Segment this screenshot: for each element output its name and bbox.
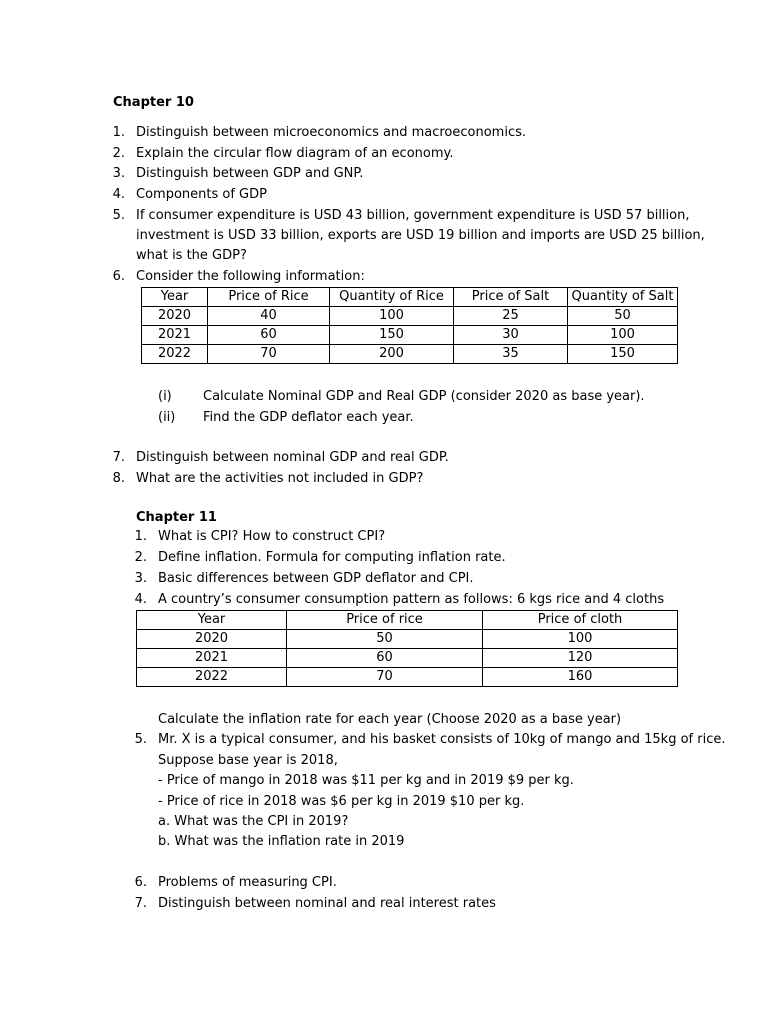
table-row	[137, 668, 678, 687]
table-cell: 2021	[142, 326, 208, 345]
table-cell: 100	[330, 307, 454, 326]
table-header: Year	[142, 288, 208, 307]
table-cell: 70	[287, 668, 483, 687]
table-cell: 50	[287, 630, 483, 649]
ch10-item-5-num: 5.	[112, 208, 125, 223]
ch10-item-6: Consider the following information:	[136, 269, 365, 284]
table-cell: 2022	[142, 345, 208, 364]
ch11-item-7-num: 7.	[134, 896, 147, 911]
ch10-item-7: Distinguish between nominal GDP and real GDP.	[136, 450, 449, 465]
ch10-item-5-line2: investment is USD 33 billion, exports are USD 19 billion and imports are USD 25 billion,	[136, 228, 705, 243]
ch10-item-1-num: 1.	[112, 125, 125, 140]
table-header: Price of Salt	[454, 288, 568, 307]
cpi-table	[136, 610, 678, 687]
ch11-item-1: What is CPI? How to construct CPI?	[158, 529, 386, 544]
table-cell: 30	[454, 326, 568, 345]
table-header: Price of Rice	[208, 288, 330, 307]
ch10-item-8: What are the activities not included in GDP?	[136, 471, 424, 486]
ch11-item-3: Basic differences between GDP deflator and CPI.	[158, 571, 474, 586]
ch11-item-6: Problems of measuring CPI.	[158, 875, 337, 890]
table-cell: 70	[208, 345, 330, 364]
table-cell: 100	[568, 326, 678, 345]
table-cell: 100	[483, 630, 678, 649]
table-cell: 50	[568, 307, 678, 326]
ch10-item-4: Components of GDP	[136, 187, 267, 202]
table-row	[137, 630, 678, 649]
table-cell: 150	[330, 326, 454, 345]
ch10-sub-i-num: (i)	[158, 389, 172, 404]
table-header: Quantity of Salt	[568, 288, 678, 307]
table-header: Year	[137, 611, 287, 630]
chapter-10-title: Chapter 10	[113, 95, 194, 110]
table-cell: 2022	[137, 668, 287, 687]
ch10-item-6-num: 6.	[112, 269, 125, 284]
ch11-item-5-line4: - Price of rice in 2018 was $6 per kg in 2019 $10 per kg.	[158, 794, 525, 809]
ch11-item-5-line6: b. What was the inflation rate in 2019	[158, 834, 405, 849]
table-cell: 60	[208, 326, 330, 345]
ch10-item-5-line3: what is the GDP?	[136, 248, 247, 263]
ch11-item-5-num: 5.	[134, 732, 147, 747]
table-cell: 40	[208, 307, 330, 326]
ch11-item-5-line1: Mr. X is a typical consumer, and his basket consists of 10kg of mango and 15kg of rice.	[158, 732, 726, 747]
ch10-item-5-line1: If consumer expenditure is USD 43 billion, government expenditure is USD 57 billion,	[136, 208, 690, 223]
chapter-11-title: Chapter 11	[136, 510, 217, 525]
table-cell: 120	[483, 649, 678, 668]
table-row	[142, 307, 678, 326]
ch11-item-4-num: 4.	[134, 592, 147, 607]
ch11-item-1-num: 1.	[134, 529, 147, 544]
ch10-item-4-num: 4.	[112, 187, 125, 202]
ch11-item-5-line2: Suppose base year is 2018,	[158, 753, 338, 768]
table-header-row	[142, 288, 678, 307]
ch11-item-7: Distinguish between nominal and real interest rates	[158, 896, 496, 911]
table-cell: 200	[330, 345, 454, 364]
ch11-calc-note: Calculate the inflation rate for each year (Choose 2020 as a base year)	[158, 712, 622, 727]
ch10-item-2: Explain the circular flow diagram of an economy.	[136, 146, 454, 161]
table-cell: 2020	[142, 307, 208, 326]
table-row	[137, 649, 678, 668]
gdp-table	[141, 287, 678, 364]
table-header-row	[137, 611, 678, 630]
table-header: Price of cloth	[483, 611, 678, 630]
table-cell: 2021	[137, 649, 287, 668]
ch10-sub-ii-num: (ii)	[158, 410, 176, 425]
ch11-item-6-num: 6.	[134, 875, 147, 890]
ch10-item-1: Distinguish between microeconomics and macroeconomics.	[136, 125, 526, 140]
table-cell: 25	[454, 307, 568, 326]
ch11-item-2-num: 2.	[134, 550, 147, 565]
ch11-item-5-line5: a. What was the CPI in 2019?	[158, 814, 349, 829]
ch10-item-3: Distinguish between GDP and GNP.	[136, 166, 364, 181]
table-cell: 35	[454, 345, 568, 364]
table-cell: 2020	[137, 630, 287, 649]
ch10-item-2-num: 2.	[112, 146, 125, 161]
table-header: Quantity of Rice	[330, 288, 454, 307]
ch10-item-3-num: 3.	[112, 166, 125, 181]
ch11-item-4: A country’s consumer consumption pattern as follows: 6 kgs rice and 4 cloths	[158, 592, 665, 607]
ch11-item-2: Define inflation. Formula for computing inflation rate.	[158, 550, 506, 565]
table-cell: 60	[287, 649, 483, 668]
ch10-sub-i: Calculate Nominal GDP and Real GDP (consider 2020 as base year).	[203, 389, 645, 404]
table-row	[142, 326, 678, 345]
table-row	[142, 345, 678, 364]
ch10-sub-ii: Find the GDP deflator each year.	[203, 410, 414, 425]
ch11-item-5-line3: - Price of mango in 2018 was $11 per kg and in 2019 $9 per kg.	[158, 773, 574, 788]
table-header: Price of rice	[287, 611, 483, 630]
ch10-item-7-num: 7.	[112, 450, 125, 465]
table-cell: 150	[568, 345, 678, 364]
table-cell: 160	[483, 668, 678, 687]
ch10-item-8-num: 8.	[112, 471, 125, 486]
ch11-item-3-num: 3.	[134, 571, 147, 586]
